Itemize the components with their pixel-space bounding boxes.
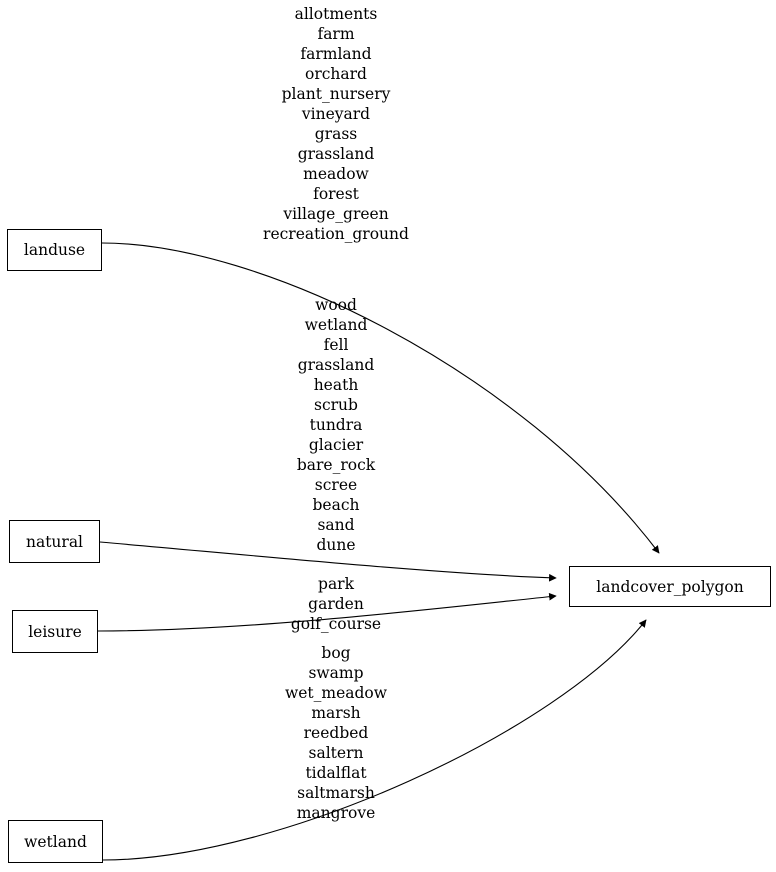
edge-label: glacier bbox=[308, 436, 364, 454]
edge-label: saltern bbox=[308, 744, 364, 762]
edge-label: meadow bbox=[303, 165, 369, 183]
edge-label: garden bbox=[308, 595, 364, 613]
edge-label: recreation_ground bbox=[263, 225, 409, 243]
edge-label: park bbox=[318, 575, 354, 593]
edge-label: farmland bbox=[300, 45, 372, 63]
node-landcover-polygon[interactable] bbox=[569, 566, 771, 607]
edge-label: dune bbox=[316, 536, 356, 554]
node-landcover-polygon-label: landcover_polygon bbox=[596, 577, 744, 596]
edge-labels-landuse bbox=[205, 4, 467, 244]
node-natural-label: natural bbox=[25, 532, 84, 551]
edge-label: bog bbox=[321, 644, 351, 662]
edge-label: scree bbox=[314, 476, 358, 494]
edge-label: orchard bbox=[305, 65, 367, 83]
edge-labels-leisure bbox=[205, 574, 467, 634]
edge-label: marsh bbox=[311, 704, 361, 722]
edge-label: vineyard bbox=[301, 105, 371, 123]
edge-label: sand bbox=[317, 516, 355, 534]
edge-label: mangrove bbox=[296, 804, 376, 822]
edge-labels-wetland bbox=[205, 643, 467, 823]
edge-label: wetland bbox=[304, 316, 368, 334]
node-leisure-label: leisure bbox=[28, 622, 82, 641]
edge-label: reedbed bbox=[303, 724, 369, 742]
edge-label: grassland bbox=[297, 145, 375, 163]
edge-label: grassland bbox=[297, 356, 375, 374]
edge-label: allotments bbox=[294, 5, 378, 23]
edge-label: beach bbox=[312, 496, 360, 514]
edge-label: plant_nursery bbox=[281, 85, 391, 103]
edge-label: scrub bbox=[314, 396, 358, 414]
edge-label: golf_course bbox=[290, 615, 382, 633]
node-natural[interactable] bbox=[9, 520, 100, 563]
edge-label: grass bbox=[314, 125, 358, 143]
edge-label: tidalflat bbox=[305, 764, 367, 782]
node-landuse[interactable] bbox=[7, 229, 102, 271]
edge-label: bare_rock bbox=[296, 456, 376, 474]
node-wetland-label: wetland bbox=[24, 832, 87, 851]
node-wetland[interactable] bbox=[8, 820, 103, 863]
edge-label: tundra bbox=[309, 416, 363, 434]
edge-labels-natural bbox=[205, 295, 467, 555]
edge-label: forest bbox=[313, 185, 359, 203]
edge-label: fell bbox=[323, 336, 349, 354]
edge-label: swamp bbox=[308, 664, 364, 682]
edge-label: farm bbox=[317, 25, 355, 43]
node-landuse-label: landuse bbox=[23, 241, 86, 259]
edge-label: wood bbox=[315, 296, 357, 314]
node-leisure[interactable] bbox=[12, 610, 98, 653]
edge-label: heath bbox=[313, 376, 359, 394]
edge-label: wet_meadow bbox=[284, 684, 388, 702]
edge-label: village_green bbox=[283, 205, 389, 223]
edge-label: saltmarsh bbox=[297, 784, 375, 802]
